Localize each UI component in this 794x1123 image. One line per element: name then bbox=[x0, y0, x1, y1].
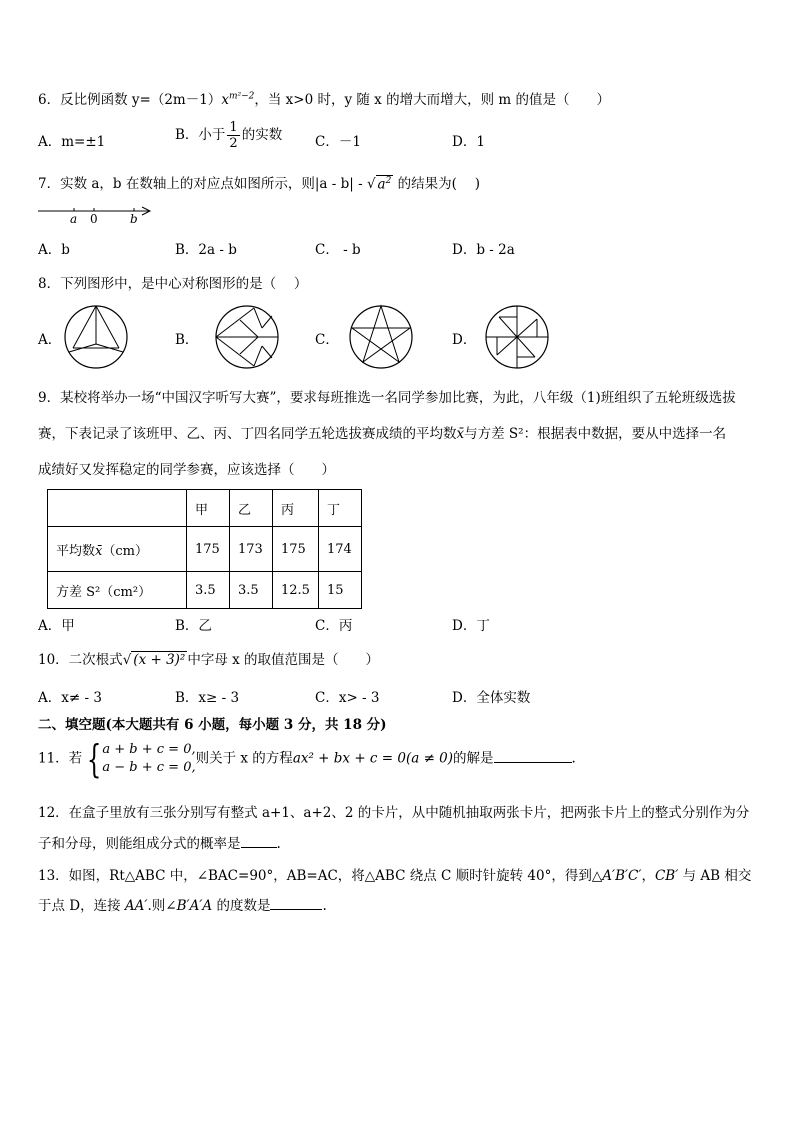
q6-option-b-fraction bbox=[227, 120, 239, 151]
q11-stem-c: 的解是 bbox=[453, 750, 494, 767]
q13-line-2c: 的度数是 bbox=[212, 898, 271, 914]
row-label-variance: 方差 S²（cm²） bbox=[48, 572, 187, 609]
q12-line-2-end: . bbox=[276, 836, 281, 852]
table-row bbox=[48, 527, 362, 572]
q13-segment-aa: AA′ bbox=[124, 898, 148, 914]
q12-line-2 bbox=[38, 832, 281, 852]
q7-stem bbox=[38, 172, 480, 192]
q12-answer-blank[interactable] bbox=[241, 847, 277, 848]
q7-stem-b: 的结果为( ) bbox=[393, 176, 480, 192]
q6-option-b-post: 的实数 bbox=[241, 127, 283, 143]
q13-line-2-end: . bbox=[322, 898, 327, 914]
q9-line-1: 9．某校将举办一场“中国汉字听写大赛”，要求每班推选一名同学参加比赛，为此，八年级（1)班组织了五轮班级选拔 bbox=[38, 390, 736, 406]
q11-stem-a: 11．若 bbox=[38, 750, 83, 767]
q8-stem: 8．下列图形中，是中心对称图形的是（ ） bbox=[38, 276, 308, 292]
q7-option-b: B．2a - b bbox=[175, 242, 237, 258]
table-header-yi: 乙 bbox=[230, 490, 273, 527]
q7-sqrt: √ $a^2$ bbox=[366, 175, 392, 192]
row-label-mean-text: 平均数 bbox=[56, 543, 96, 559]
label-a: a bbox=[70, 212, 78, 224]
q8-option-c: C． bbox=[315, 332, 339, 348]
label-0: 0 bbox=[90, 212, 98, 224]
table-header-row bbox=[48, 490, 362, 527]
label-b: b bbox=[130, 212, 138, 224]
q13-line-2 bbox=[38, 894, 327, 914]
q10-stem-b: 中字母 x 的取值范围是（ ） bbox=[187, 652, 380, 668]
figure-b-arrow-circle bbox=[214, 304, 280, 370]
row-label-mean bbox=[48, 527, 187, 572]
table-header-jia: 甲 bbox=[187, 490, 230, 527]
q12-line-1: 12．在盒子里放有三张分别写有整式 a+1、a+2、2 的卡片，从中随机抽取两张卡片，把两张卡片上的整式分别作为分 bbox=[38, 805, 750, 821]
q10-radicand: (x + 3)² bbox=[133, 652, 186, 668]
var-jia: 3.5 bbox=[187, 572, 230, 609]
q10-stem-a: 10．二次根式 bbox=[38, 652, 123, 668]
q6-stem-b: ，当 x>0 时，y 随 x 的增大而增大，则 m 的值是（ ） bbox=[254, 92, 610, 108]
q9-xbar: x̄ bbox=[456, 426, 465, 442]
q6-option-b-pre: B．小于 bbox=[175, 127, 226, 143]
fraction-numerator: 1 bbox=[229, 120, 238, 135]
q13-line-1c: 与 AB 相交 bbox=[678, 868, 752, 884]
q6-x-var: x bbox=[221, 92, 229, 108]
figure-a-trilateral-circle bbox=[63, 304, 129, 370]
table-row bbox=[48, 572, 362, 609]
q6-option-c: C．－1 bbox=[315, 134, 361, 150]
q13-line-1b: ， bbox=[641, 868, 655, 884]
q11-stem bbox=[38, 737, 576, 781]
q9-line-2a: 赛，下表记录了该班甲、乙、丙、丁四名同学五轮选拔赛成绩的平均数 bbox=[38, 426, 457, 442]
row-label-mean-unit: （cm） bbox=[102, 543, 148, 559]
table-header-ding: 丁 bbox=[318, 490, 361, 527]
row-label-mean-xbar: x̄ bbox=[95, 543, 103, 559]
q11-eq1: a + b + c = 0, bbox=[102, 742, 196, 757]
q9-option-a: A．甲 bbox=[38, 618, 75, 634]
q8-option-d: D． bbox=[452, 332, 477, 348]
q11-answer-blank[interactable] bbox=[494, 762, 572, 763]
mean-yi: 173 bbox=[230, 527, 273, 572]
mean-jia: 175 bbox=[187, 527, 230, 572]
section-heading-fill-in: 二、填空题(本大题共有 6 小题，每小题 3 分，共 18 分) bbox=[38, 717, 387, 733]
q6-option-b bbox=[175, 120, 282, 151]
q13-segment-cb: CB′ bbox=[654, 868, 679, 884]
var-yi: 3.5 bbox=[230, 572, 273, 609]
q7-radicand-base: a bbox=[377, 176, 386, 192]
mean-ding: 174 bbox=[318, 527, 361, 572]
q9-option-d: D．丁 bbox=[452, 618, 490, 634]
q7-option-c: C． - b bbox=[315, 242, 361, 258]
number-line bbox=[36, 200, 156, 224]
q6-stem bbox=[38, 88, 610, 108]
fraction-denominator: 2 bbox=[229, 136, 238, 151]
var-ding: 15 bbox=[318, 572, 361, 609]
q8-option-b: B． bbox=[175, 332, 199, 348]
q11-stem-b: 则关于 x 的方程 bbox=[195, 750, 293, 767]
q13-line-2b: .则∠ bbox=[147, 898, 177, 914]
q13-angle: B′A′A bbox=[176, 898, 213, 914]
brace-icon: { bbox=[87, 737, 102, 781]
q9-option-c: C．丙 bbox=[315, 618, 353, 634]
q11-system bbox=[102, 741, 195, 777]
q10-option-d: D．全体实数 bbox=[452, 690, 531, 706]
q13-line-1a: 13．如图，Rt△ABC 中，∠BAC=90°，AB=AC，将△ABC 绕点 C 顺时针旋转 40°，得到△ bbox=[38, 868, 603, 884]
q9-line-3: 成绩好又发挥稳定的同学参赛，应该选择（ ） bbox=[38, 462, 335, 478]
q11-stem-end: . bbox=[571, 750, 576, 767]
q13-line-1 bbox=[38, 864, 751, 884]
q6-stem-a: 6．反比例函数 y=（2m－1） bbox=[38, 92, 222, 108]
q10-stem bbox=[38, 648, 379, 668]
q6-option-d: D．1 bbox=[452, 134, 485, 150]
var-bing: 12.5 bbox=[273, 572, 319, 609]
q6-exponent: m²−2 bbox=[228, 91, 255, 102]
q7-radicand-exp: 2 bbox=[385, 175, 392, 186]
q7-stem-a: 7．实数 a，b 在数轴上的对应点如图所示，则|a - b| - bbox=[38, 176, 367, 192]
table-header-corner bbox=[48, 490, 187, 527]
q10-option-a: A．x≠ - 3 bbox=[38, 690, 102, 706]
scores-table bbox=[47, 489, 362, 609]
q7-option-a: A．b bbox=[38, 242, 70, 258]
q7-option-d: D．b - 2a bbox=[452, 242, 515, 258]
q13-line-2a: 于点 D，连接 bbox=[38, 898, 125, 914]
q10-sqrt: √ (x + 3)² bbox=[122, 652, 186, 668]
q9-line-2b: 与方差 S²：根据表中数据，要从中选择一名 bbox=[464, 426, 727, 442]
q9-line-2 bbox=[38, 422, 726, 442]
q10-option-b: B．x≥ - 3 bbox=[175, 690, 240, 706]
q10-option-c: C．x> - 3 bbox=[315, 690, 380, 706]
q12-line-2-text: 子和分母，则能组成分式的概率是 bbox=[38, 836, 241, 852]
q11-equation: ax² + bx + c = 0(a ≠ 0) bbox=[292, 750, 454, 767]
figure-c-star-circle bbox=[348, 304, 414, 370]
q13-triangle: A′B′C′ bbox=[602, 868, 642, 884]
q6-option-a: A．m=±1 bbox=[38, 134, 106, 150]
mean-bing: 175 bbox=[273, 527, 319, 572]
q7-radicand bbox=[376, 175, 394, 193]
q8-option-a: A． bbox=[38, 332, 62, 348]
q13-answer-blank[interactable] bbox=[270, 909, 322, 910]
table-header-bing: 丙 bbox=[273, 490, 319, 527]
figure-d-pinwheel-circle bbox=[484, 304, 550, 370]
q11-eq2: a − b + c = 0, bbox=[102, 760, 196, 775]
q9-option-b: B．乙 bbox=[175, 618, 212, 634]
